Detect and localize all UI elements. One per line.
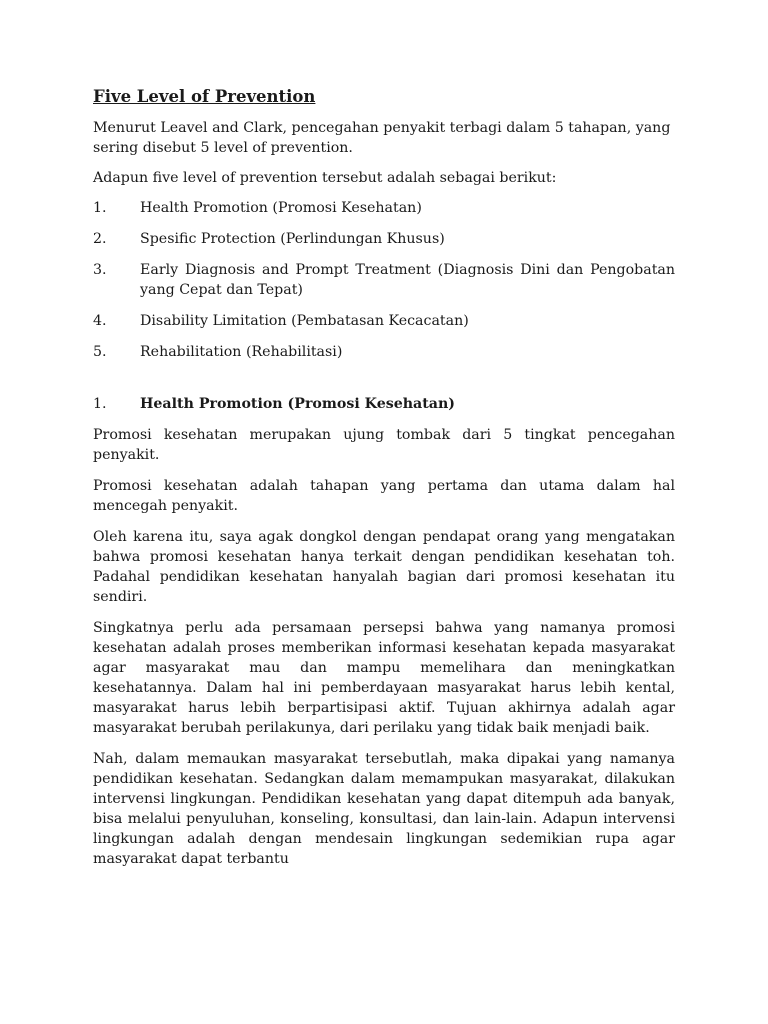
body-paragraph: Promosi kesehatan merupakan ujung tombak dari 5 tingkat pencegahan penyakit. bbox=[93, 427, 675, 463]
document-page bbox=[93, 86, 675, 880]
section-heading bbox=[93, 394, 675, 414]
intro-paragraph: Adapun five level of prevention tersebut adalah sebagai berikut: bbox=[93, 170, 557, 186]
body-paragraph: Promosi kesehatan adalah tahapan yang pertama dan utama dalam hal mencegah penyakit. bbox=[93, 478, 675, 514]
list-item bbox=[93, 342, 675, 362]
list-item-text: Rehabilitation (Rehabilitasi) bbox=[140, 344, 343, 360]
list-number: 1. bbox=[93, 200, 107, 216]
body-paragraph: Nah, dalam memaukan masyarakat tersebutlah, maka dipakai yang namanya pendidikan kesehatan. Sedangkan dalam memampukan masyarakat, dilakukan intervensi lingkungan. Pendidikan kesehatan yang dapat ditempuh ada banyak, bisa melalui penyuluhan, konseling, konsultasi, dan lain-lain. Adapun intervensi lingkungan adalah dengan mendesain lingkungan sedemikian rupa agar masyarakat dapat terbantu bbox=[93, 751, 675, 867]
page-title: Five Level of Prevention bbox=[93, 87, 316, 106]
list-item-text: Spesific Protection (Perlindungan Khusus) bbox=[140, 231, 445, 247]
list-item-text: Disability Limitation (Pembatasan Kecacatan) bbox=[140, 313, 469, 329]
intro-paragraph: Menurut Leavel and Clark, pencegahan penyakit terbagi dalam 5 tahapan, yang sering disebut 5 level of prevention. bbox=[93, 120, 671, 156]
list-item bbox=[93, 260, 675, 300]
list-number: 5. bbox=[93, 344, 107, 360]
list-item bbox=[93, 229, 675, 249]
section-number: 1. bbox=[93, 396, 107, 412]
section-body bbox=[93, 425, 675, 869]
list-item bbox=[93, 198, 675, 218]
list-item-text: Health Promotion (Promosi Kesehatan) bbox=[140, 200, 422, 216]
body-paragraph: Singkatnya perlu ada persamaan persepsi bahwa yang namanya promosi kesehatan adalah proses memberikan informasi kesehatan kepada masyarakat agar masyarakat mau dan mampu memelihara dan meningkatkan kesehatannya. Dalam hal ini pemberdayaan masyarakat harus lebih kental, masyarakat harus lebih berpartisipasi aktif. Tujuan akhirnya adalah agar masyarakat berubah perilakunya, dari perilaku yang tidak baik menjadi baik. bbox=[93, 620, 675, 736]
list-number: 3. bbox=[93, 262, 107, 278]
prevention-levels-list bbox=[93, 198, 675, 362]
list-number: 2. bbox=[93, 231, 107, 247]
section-title: Health Promotion (Promosi Kesehatan) bbox=[140, 396, 456, 412]
list-item-text: Early Diagnosis and Prompt Treatment (Diagnosis Dini dan Pengobatan yang Cepat dan Tepat) bbox=[140, 262, 675, 298]
list-item bbox=[93, 311, 675, 331]
list-number: 4. bbox=[93, 313, 107, 329]
body-paragraph: Oleh karena itu, saya agak dongkol dengan pendapat orang yang mengatakan bahwa promosi kesehatan hanya terkait dengan pendidikan kesehatan toh. Padahal pendidikan kesehatan hanyalah bagian dari promosi kesehatan itu sendiri. bbox=[93, 529, 675, 605]
